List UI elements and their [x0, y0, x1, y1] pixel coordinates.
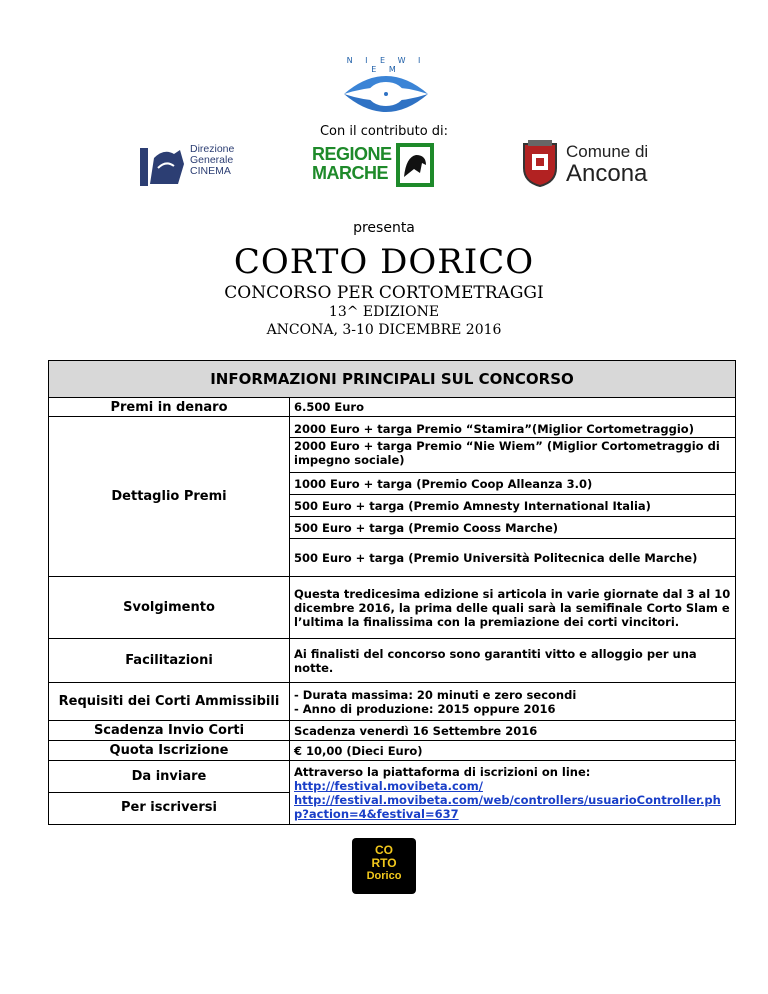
corto-line3: Dorico — [366, 870, 402, 882]
inviare-label: Da inviare — [49, 762, 289, 793]
iscrizione-value — [290, 761, 736, 825]
table-heading: INFORMAZIONI PRINCIPALI SUL CONCORSO — [49, 361, 736, 398]
prize-detail-1: 2000 Euro + targa Premio “Stamira”(Miglior Cortometraggio) — [290, 421, 735, 438]
edition-label: 13^ EDIZIONE — [328, 304, 440, 320]
prize-detail-4: 500 Euro + targa (Premio Amnesty International Italia) — [290, 495, 736, 517]
page-title: CORTO DORICO — [233, 242, 535, 282]
iscrizione-text: Attraverso la piattaforma di iscrizioni on line: — [294, 764, 591, 779]
facilitazioni-value: Ai finalisti del concorso sono garantiti vitto e alloggio per una notte. — [290, 639, 736, 683]
subtitle: CONCORSO PER CORTOMETRAGGI — [224, 283, 544, 303]
contribution-label: Con il contributo di: — [319, 124, 449, 139]
mibact-line1: Direzione — [190, 143, 235, 155]
nie-wiem-logo-text: N I E W I E M — [346, 56, 426, 74]
corto-line1: CO — [375, 843, 393, 857]
marche-line1: REGIONE — [312, 144, 392, 164]
regione-marche-logo — [312, 143, 436, 191]
mibact-emblem-icon — [140, 144, 188, 190]
ancona-line1: Comune di — [566, 142, 649, 161]
premi-value: 6.500 Euro — [290, 398, 736, 417]
mibact-cinema-logo — [140, 144, 240, 194]
requisiti-line1: - Durata massima: 20 minuti e zero secondi — [294, 687, 577, 702]
festival-link[interactable]: http://festival.movibeta.com/ — [294, 778, 483, 793]
mibact-line2: Generale — [190, 154, 234, 166]
scadenza-label: Scadenza Invio Corti — [49, 721, 290, 741]
quota-value: € 10,00 (Dieci Euro) — [290, 741, 736, 761]
info-table — [48, 360, 736, 825]
eye-icon — [338, 50, 434, 118]
comune-ancona-logo — [518, 140, 658, 190]
iscriversi-label: Per iscriversi — [121, 800, 217, 815]
svolgimento-value: Questa tredicesima edizione si articola in varie giornate dal 3 al 10 dicembre 2016, la prima delle quali sarà la semifinale Corto Slam e l’ultima la finalissima con la premiazione dei corti vincitori. — [290, 577, 736, 639]
quota-label: Quota Iscrizione — [49, 741, 290, 761]
requisiti-label: Requisiti dei Corti Ammissibili — [49, 683, 290, 721]
prize-detail-5: 500 Euro + targa (Premio Cooss Marche) — [290, 517, 736, 539]
premi-label: Premi in denaro — [49, 398, 290, 417]
registration-link[interactable]: http://festival.movibeta.com/web/controllers/usuarioController.php?action=4&festival=637 — [294, 792, 721, 821]
prize-detail-6: 500 Euro + targa (Premio Università Politecnica delle Marche) — [290, 539, 736, 577]
ancona-line2: Ancona — [566, 160, 648, 187]
marche-line2: MARCHE — [312, 163, 388, 183]
prize-detail-2: 2000 Euro + targa Premio “Nie Wiem” (Miglior Cortometraggio di impegno sociale) — [294, 439, 720, 467]
prize-detail-3: 1000 Euro + targa (Premio Coop Alleanza 3.0) — [290, 473, 736, 495]
dates-label: ANCONA, 3-10 DICEMBRE 2016 — [266, 322, 502, 338]
dettaglio-label: Dettaglio Premi — [49, 417, 290, 577]
svolgimento-label: Svolgimento — [49, 577, 290, 639]
mibact-line3: CINEMA — [190, 165, 231, 177]
iscrizione-labels — [49, 761, 290, 825]
prize-detail — [290, 417, 736, 473]
corto-line2: RTO — [371, 856, 397, 870]
requisiti-value — [290, 683, 736, 721]
marche-emblem-icon — [396, 143, 436, 187]
ancona-crest-icon — [518, 140, 562, 188]
nie-wiem-logo — [338, 50, 434, 118]
facilitazioni-label: Facilitazioni — [49, 639, 290, 683]
presents-label: presenta — [353, 220, 415, 236]
corto-dorico-logo — [352, 838, 416, 894]
scadenza-value: Scadenza venerdì 16 Settembre 2016 — [290, 721, 736, 741]
requisiti-line2: - Anno di produzione: 2015 oppure 2016 — [294, 701, 556, 716]
